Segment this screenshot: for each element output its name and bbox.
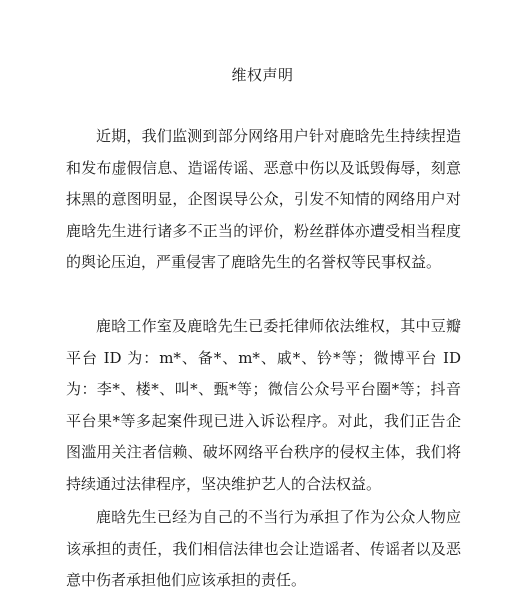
paragraph-2: 鹿晗工作室及鹿晗先生已委托律师依法维权，其中豆瓣平台 ID 为：m*、备*、m*、戚*、钤*等；微博平台 ID 为：李*、楼*、叫*、甄*等；微信公众号平台圈*等；抖音平台果*等多起案件现已进入诉讼程序。对此，我们正告企图滥用关注者信赖、破坏网络平台秩序的侵权主体，我们将持续通过法律程序，坚决维护艺人的合法权益。 bbox=[66, 317, 461, 493]
paragraph-3: 鹿晗先生已经为自己的不当行为承担了作为公众人物应该承担的责任，我们相信法律也会让造谣者、传谣者以及恶意中伤者承担他们应该承担的责任。 bbox=[66, 508, 461, 589]
paragraph-1: 近期，我们监测到部分网络用户针对鹿晗先生持续捏造和发布虚假信息、造谣传谣、恶意中伤以及诋毁侮辱，刻意抹黑的意图明显，企图误导公众，引发不知情的网络用户对鹿晗先生进行诸多不正当的评价，粉丝群体亦遭受相当程度的舆论压迫，严重侵害了鹿晗先生的名誉权等民事权益。 bbox=[66, 127, 461, 271]
document-title: 维权声明 bbox=[231, 66, 294, 84]
